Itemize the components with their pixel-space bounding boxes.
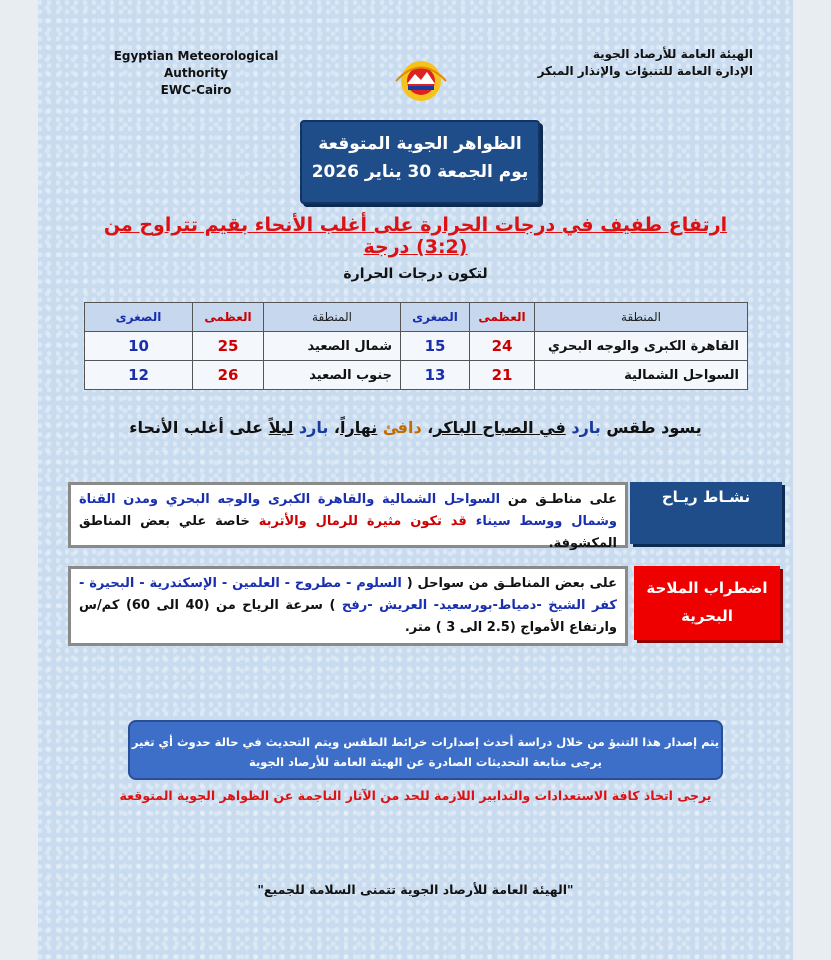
weather-text: على أغلب الأنحاء — [129, 418, 264, 437]
org-sub-ar: الإدارة العامة للتنبؤات والإنذار المبكر — [537, 64, 753, 78]
table-row — [85, 361, 748, 390]
title-box — [300, 120, 540, 204]
max-cell: 24 — [470, 332, 535, 361]
sea-text: على بعض المناطـق من سواحل ( — [406, 576, 617, 591]
header-arabic — [513, 46, 753, 80]
min-cell: 13 — [401, 361, 470, 390]
weather-summary: يسود طقس بارد في الصباح الباكر، دافئ نهاراً، بارد ليلاً على أغلب الأنحاء — [129, 418, 702, 437]
wind-effect: قد تكون مثيرة للرمال والأتربة — [258, 514, 467, 529]
region-cell: السواحل الشمالية — [535, 361, 748, 390]
wind-regions: السواحل الشمالية والقاهرة الكبرى والوجه البحري ومدن القناة وشمال ووسط سيناء — [79, 492, 618, 529]
headline: ارتفاع طفيف في درجات الحرارة على أغلب الأنحاء بقيم تتراوح من (3:2) درجة — [103, 214, 728, 258]
table-row — [85, 332, 748, 361]
ema-logo-icon — [388, 56, 454, 106]
region-cell: جنوب الصعيد — [264, 361, 401, 390]
wind-label: نشـاط ريـاح — [630, 482, 782, 544]
sea-label-line: البحرية — [681, 607, 733, 625]
col-max: العظمى — [193, 303, 264, 332]
weather-text: نهاراً — [340, 418, 378, 437]
note-line: يتم إصدار هذا التنبؤ من خلال دراسة أحدث إصدارات خرائط الطقس ويتم التحديث في حالة حدوث أي تغير — [131, 735, 720, 749]
region-cell: القاهرة الكبرى والوجه البحري — [535, 332, 748, 361]
col-max: العظمى — [470, 303, 535, 332]
weather-cold: بارد — [298, 418, 329, 437]
temperature-table — [84, 302, 748, 390]
col-min: الصغرى — [401, 303, 470, 332]
weather-text: يسود طقس — [606, 418, 702, 437]
sea-label — [634, 566, 780, 640]
min-cell: 15 — [401, 332, 470, 361]
org-name-ar: الهيئة العامة للأرصاد الجوية — [592, 47, 753, 61]
sea-label-line: اضطراب الملاحة — [646, 579, 768, 597]
weather-cold: بارد — [571, 418, 601, 437]
weather-text: في الصباح الباكر — [433, 418, 566, 437]
max-cell: 25 — [193, 332, 264, 361]
weather-warm: دافئ — [382, 418, 422, 437]
sea-text: ) سرعة الرياح من (40 الى 60) كم/س وارتفاع الأمواج (2.5 الى 3 ) متر. — [79, 598, 617, 635]
col-region: المنطقة — [535, 303, 748, 332]
note-box — [128, 720, 723, 780]
header-english — [86, 48, 306, 99]
wind-text: على مناطـق من — [507, 492, 617, 507]
table-header-row — [85, 303, 748, 332]
bulletin-date: يوم الجمعة 30 يناير 2026 — [311, 162, 529, 182]
sea-coasts: السلوم - مطروح - العلمين - الإسكندرية - البحيرة - كفر الشيخ -دمياط-بورسعيد- العريش -رفح — [79, 576, 617, 613]
bulletin-title: الظواهر الجوية المتوقعة — [318, 134, 522, 154]
bulletin-page — [38, 0, 793, 960]
temps-intro: لتكون درجات الحرارة — [343, 266, 488, 282]
min-cell: 12 — [85, 361, 193, 390]
footer-text: "الهيئة العامة للأرصاد الجوية تتمنى السلامة للجميع" — [257, 882, 574, 897]
sea-box — [68, 566, 628, 646]
col-region: المنطقة — [264, 303, 401, 332]
max-cell: 21 — [470, 361, 535, 390]
col-min: الصغرى — [85, 303, 193, 332]
org-name-en: Egyptian Meteorological Authority — [113, 49, 279, 80]
org-sub-en: EWC-Cairo — [160, 83, 232, 97]
weather-text: ليلاً — [268, 418, 294, 437]
warning-text: يرجى اتخاذ كافة الاستعدادات والتدابير اللازمة للحد من الآثار الناجمة عن الظواهر الجوية المتوقعة — [119, 788, 712, 803]
min-cell: 10 — [85, 332, 193, 361]
note-line: يرجى متابعة التحديثات الصادرة عن الهيئة العامة للأرصاد الجوية — [249, 755, 602, 769]
max-cell: 26 — [193, 361, 264, 390]
wind-box — [68, 482, 628, 551]
wind-text: خاصة علي بعض المناطق المكشوفة. — [79, 514, 617, 551]
region-cell: شمال الصعيد — [264, 332, 401, 361]
